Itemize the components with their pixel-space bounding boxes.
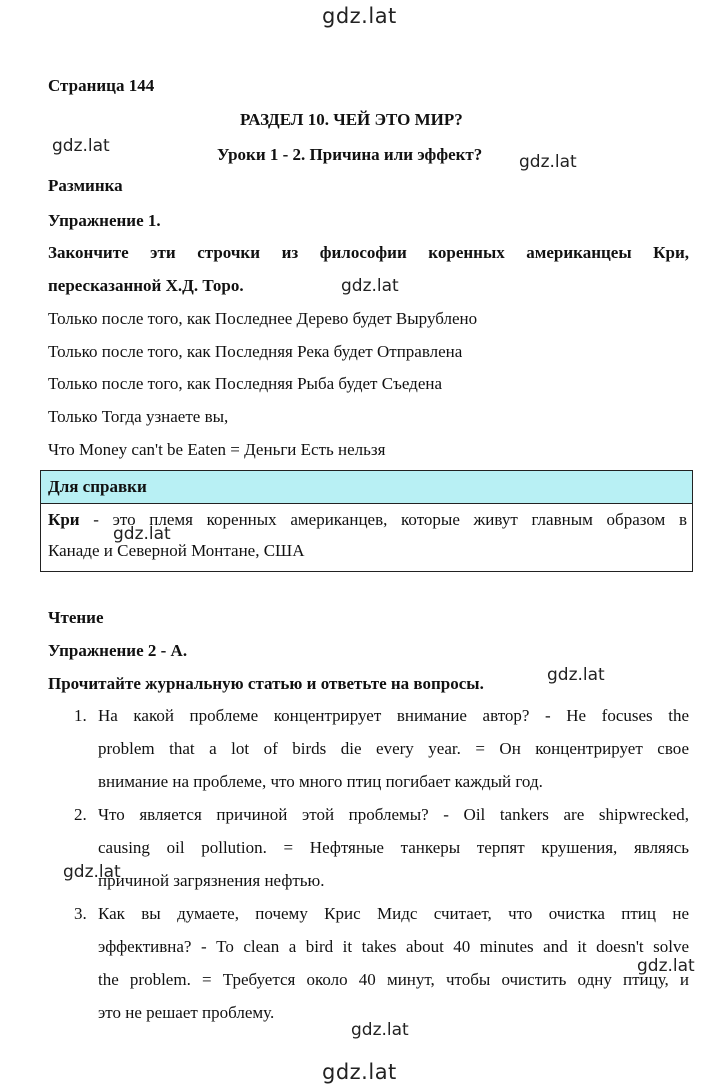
poem-line: Только после того, как Последнее Дерево будет Вырублено bbox=[48, 309, 478, 328]
watermark-top: gdz.lat bbox=[322, 4, 397, 28]
exercise2-instruction: Прочитайте журнальную статью и ответьте на вопросы. bbox=[48, 674, 484, 693]
watermark: gdz.lat bbox=[519, 152, 577, 172]
info-box-term: Кри bbox=[48, 510, 80, 529]
reading-heading: Чтение bbox=[48, 608, 104, 627]
list-number: 2. bbox=[74, 805, 87, 824]
list-item-line: problem that a lot of birds die every year. = Он концентрирует свое bbox=[98, 739, 689, 758]
poem-line: Что Money can't be Eaten = Деньги Есть нельзя bbox=[48, 440, 386, 459]
list-item-line: Как вы думаете, почему Крис Мидс считает, что очистка птиц не bbox=[98, 904, 689, 923]
watermark: gdz.lat bbox=[63, 862, 121, 882]
exercise2-heading: Упражнение 2 - A. bbox=[48, 641, 188, 660]
info-box-definition: - это племя коренных американцев, которые живут главным образом в bbox=[79, 510, 687, 529]
watermark-bottom: gdz.lat bbox=[322, 1060, 397, 1084]
list-item-line: это не решает проблему. bbox=[98, 1003, 275, 1022]
exercise1-instruction-cont: пересказанной Х.Д. Торо. bbox=[48, 276, 244, 295]
list-number: 3. bbox=[74, 904, 87, 923]
warmup-heading: Разминка bbox=[48, 176, 123, 195]
list-number: 1. bbox=[74, 706, 87, 725]
list-item-line: Что является причиной этой проблемы? - Oil tankers are shipwrecked, bbox=[98, 805, 689, 824]
page-label: Страница 144 bbox=[48, 76, 155, 95]
watermark: gdz.lat bbox=[52, 136, 110, 156]
watermark: gdz.lat bbox=[351, 1020, 409, 1040]
info-box bbox=[40, 470, 693, 572]
watermark: gdz.lat bbox=[113, 524, 171, 544]
poem-line: Только после того, как Последняя Река будет Отправлена bbox=[48, 342, 463, 361]
poem-line: Только Тогда узнаете вы, bbox=[48, 407, 229, 426]
info-box-header bbox=[41, 471, 692, 504]
poem-line: Только после того, как Последняя Рыба будет Съедена bbox=[48, 374, 443, 393]
exercise1-heading: Упражнение 1. bbox=[48, 211, 161, 230]
info-box-line2: Канаде и Северной Монтане, США bbox=[48, 541, 305, 560]
list-item-line: эффективна? - To clean a bird it takes about 40 minutes and it doesn't solve bbox=[98, 937, 689, 956]
list-item-line: внимание на проблеме, что много птиц погибает каждый год. bbox=[98, 772, 543, 791]
info-box-line bbox=[48, 510, 687, 530]
watermark: gdz.lat bbox=[637, 956, 695, 976]
list-item-line: causing oil pollution. = Нефтяные танкеры терпят крушения, являясь bbox=[98, 838, 689, 857]
lesson-title: Уроки 1 - 2. Причина или эффект? bbox=[217, 145, 483, 164]
list-item-line: На какой проблеме концентрирует внимание автор? - He focuses the bbox=[98, 706, 689, 725]
watermark: gdz.lat bbox=[547, 665, 605, 685]
info-box-title: Для справки bbox=[48, 477, 147, 496]
list-item-line: the problem. = Требуется около 40 минут, чтобы очистить одну птицу, и bbox=[98, 970, 689, 989]
list-item-line: причиной загрязнения нефтью. bbox=[98, 871, 325, 890]
exercise1-instruction: Закончите эти строчки из философии коренных американцеы Кри, bbox=[48, 243, 689, 262]
watermark: gdz.lat bbox=[341, 276, 399, 296]
section-title: РАЗДЕЛ 10. ЧЕЙ ЭТО МИР? bbox=[240, 110, 463, 129]
